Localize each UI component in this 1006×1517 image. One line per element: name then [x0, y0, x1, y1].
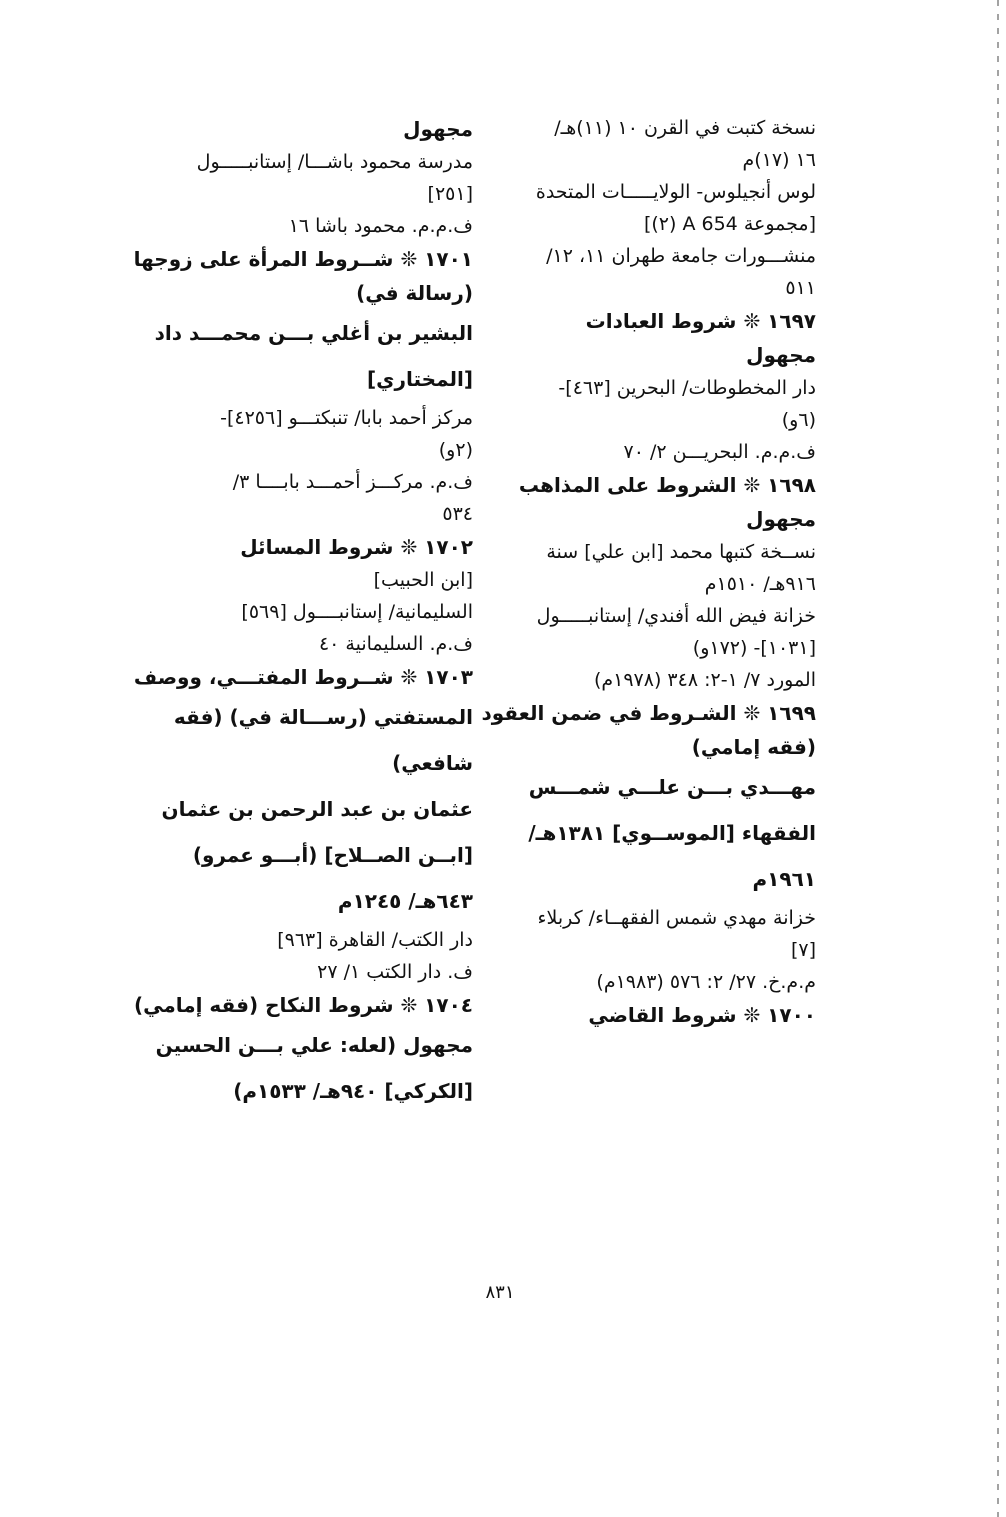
entry-author: الفقهاء [الموســوي] ١٣٨١هـ/: [528, 821, 816, 845]
text-line: [١٠٣١]- (١٧٢و): [692, 637, 816, 659]
text-line: دار المخطوطات/ البحرين [٤٦٣]-: [558, 377, 816, 399]
left-column: [133, 112, 473, 1114]
text-line: نسخة كتبت في القرن ١٠ (١١)هـ/: [554, 117, 816, 139]
entry-author: مجهول (لعله: علي بـــن الحسين: [155, 1033, 473, 1057]
text-line: لوس أنجيلوس- الولايـــــات المتحدة: [535, 181, 816, 203]
text-line: ف.م. مركـــز أحمـــد بابــــا ٣/: [232, 471, 473, 493]
right-column: [481, 112, 816, 1032]
entry-heading-1700: ١٧٠٠ ❊ شروط القاضي: [588, 1003, 816, 1027]
entry-heading-1701: ١٧٠١ ❊ شــروط المرأة على زوجها: [133, 247, 473, 271]
entry-author: البشير بن أغلي بـــن محمـــد داد: [154, 321, 473, 345]
text-line: [٧]: [790, 939, 816, 961]
text-line: [٢٥١]: [427, 183, 473, 205]
entry-heading-1699: ١٦٩٩ ❊ الشـروط في ضمن العقود: [481, 701, 816, 725]
text-line: م.م.خ. ٢٧/ ٢: ٥٧٦ (١٩٨٣م): [596, 971, 816, 993]
entry-author-date: [الكركي] ٩٤٠هـ/ ١٥٣٣م): [233, 1079, 473, 1103]
entry-heading-1704: ١٧٠٤ ❊ شروط النكاح (فقه إمامي): [133, 993, 473, 1017]
entry-heading-1698: ١٦٩٨ ❊ الشروط على المذاهب: [518, 473, 816, 497]
entry-heading-1697: ١٦٩٧ ❊ شروط العبادات: [585, 309, 816, 333]
text-line: دار الكتب/ القاهرة [٩٦٣]: [277, 929, 473, 951]
text-line: المورد ٧/ ١-٢: ٣٤٨ (١٩٧٨م): [593, 669, 816, 691]
text-line: [مجموعة A 654 (٢)]: [643, 213, 816, 235]
text-line: ٥١١: [785, 277, 816, 299]
text-line: (٦و): [781, 409, 816, 431]
text-line: مركز أحمد بابا/ تنبكتـــو [٤٢٥٦]-: [220, 407, 473, 429]
text-line: منشـــورات جامعة طهران ١١، ١٢/: [546, 245, 816, 267]
entry-author-date: ١٩٦١م: [752, 867, 816, 891]
entry-author: مجهول: [746, 507, 816, 531]
entry-author: عثمان بن عبد الرحمن بن عثمان: [161, 797, 473, 821]
text-line: ١٦ (١٧)م: [742, 149, 816, 171]
entry-author: [ابــن الصــلاح] (أبـــو عمرو): [192, 843, 473, 867]
entry-subject: (رسالة في): [356, 281, 473, 305]
entry-author: مجهول: [403, 117, 473, 141]
entry-heading-1702: ١٧٠٢ ❊ شروط المسائل: [240, 535, 473, 559]
text-line: خزانة فيض الله أفندي/ إستانبـــــول: [536, 605, 816, 627]
text-line: خزانة مهدي شمس الفقهــاء/ كربلاء: [537, 907, 816, 929]
text-line: مدرسة محمود باشـــا/ إستانبـــــول: [196, 151, 473, 173]
text-line: [ابن الحبيب]: [373, 569, 473, 591]
text-line: ف.م. السليمانية ٤٠: [318, 633, 473, 655]
page-number: ٨٣١: [485, 1282, 515, 1303]
text-line: ف.م.م. محمود باشا ١٦: [288, 215, 473, 237]
text-line: ٩١٦هـ/ ١٥١٠م: [704, 573, 816, 595]
entry-author-date: ٦٤٣هـ/ ١٢٤٥م: [337, 889, 473, 913]
entry-author: [المختاري]: [367, 367, 473, 391]
text-line: ف. دار الكتب ١/ ٢٧: [317, 961, 473, 983]
text-line: (٢و): [438, 439, 473, 461]
entry-heading-1703: ١٧٠٣ ❊ شــروط المفتـــي، ووصف: [133, 665, 473, 689]
scan-edge-divider: [997, 0, 999, 1517]
text-line: نســخة كتبها محمد [ابن علي] سنة: [546, 541, 816, 563]
entry-author: مجهول: [746, 343, 816, 367]
entry-author: مهـــدي بـــن علـــي شمـــس: [528, 775, 816, 799]
entry-heading-1703-cont: شافعي): [392, 751, 473, 775]
text-line: ف.م.م. البحريـــن ٢/ ٧٠: [623, 441, 816, 463]
text-line: ٥٣٤: [442, 503, 473, 525]
entry-subject: (فقه إمامي): [691, 735, 816, 759]
entry-heading-1703-cont: المستفتي (رســـالة في) (فقه: [173, 705, 473, 729]
text-line: السليمانية/ إستانبــــول [٥٦٩]: [241, 601, 473, 623]
